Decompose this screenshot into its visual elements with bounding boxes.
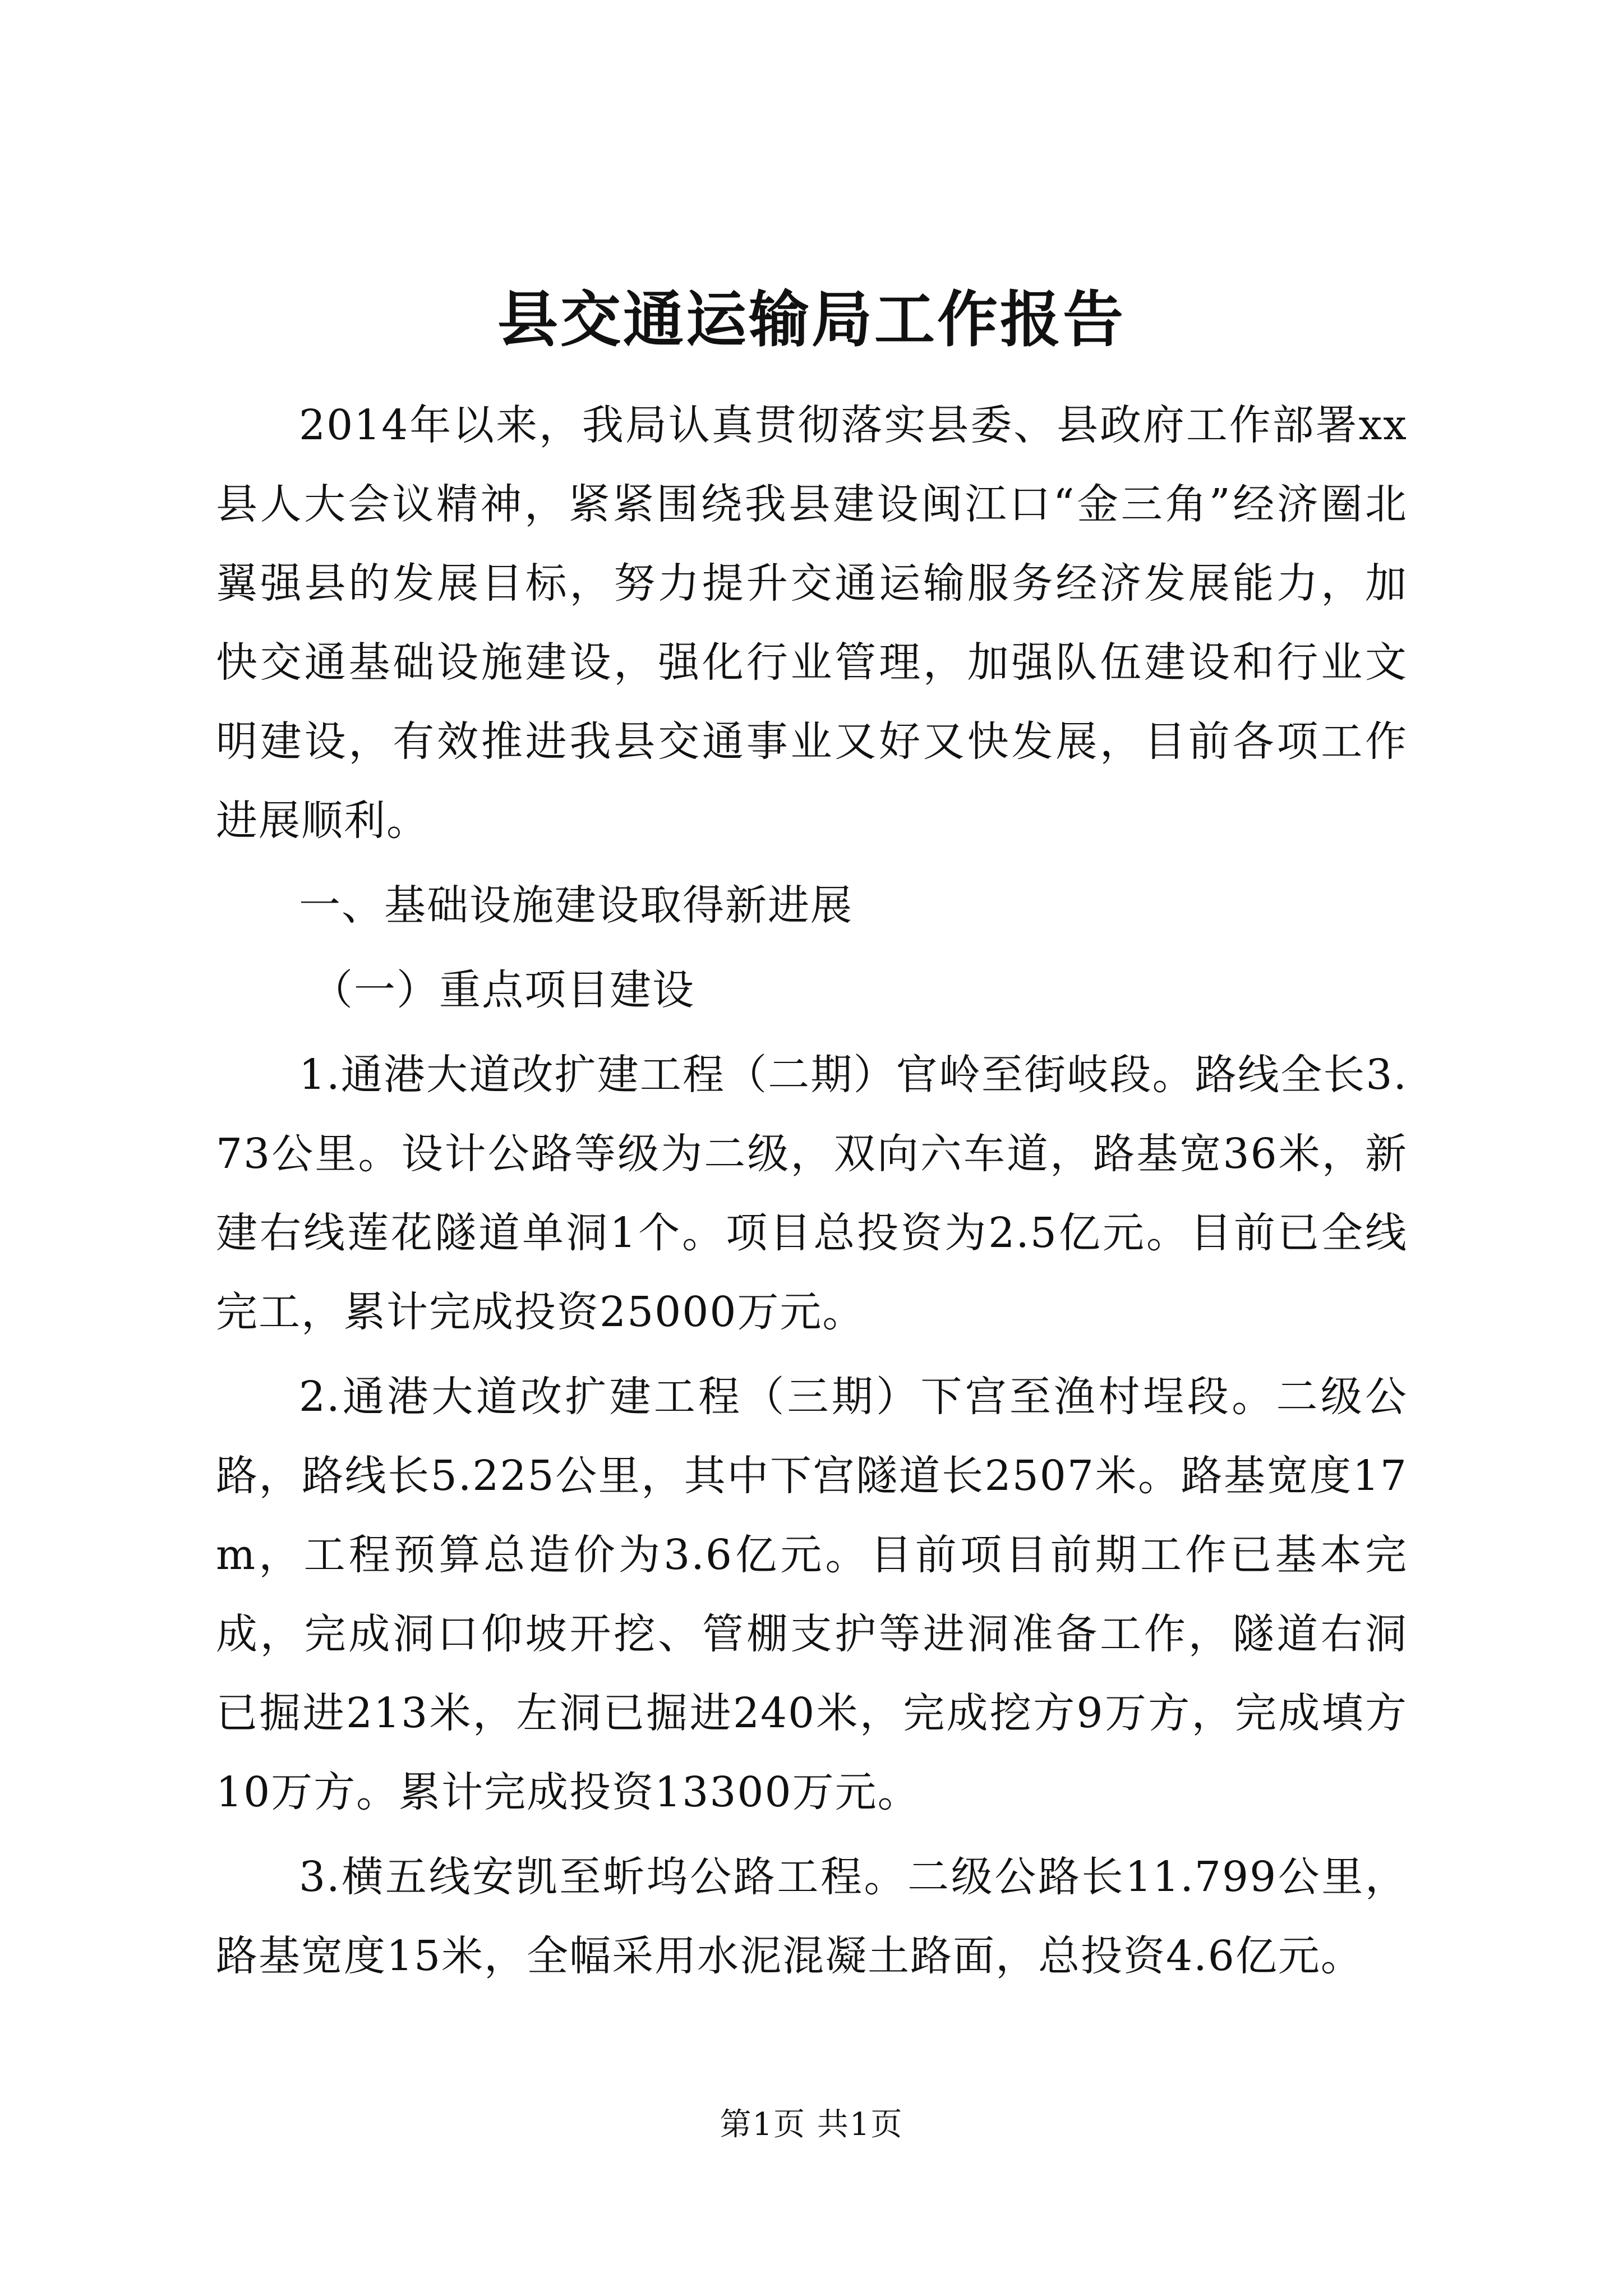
- project-paragraph-3: 3.横五线安凯至蚚坞公路工程。二级公路长11.799公里，路基宽度15米，全幅采用水泥混凝土路面，总投资4.6亿元。: [216, 1853, 1408, 1980]
- page-footer: 第1页 共1页: [720, 2106, 903, 2143]
- document-title: 县交通运输局工作报告: [497, 284, 1126, 355]
- section-heading-1: 一、基础设施建设取得新进展: [299, 881, 853, 930]
- project-paragraph-1: 1.通港大道改扩建工程（二期）官岭至街岐段。路线全长3.73公里。设计公路等级为二级，双向六车道，路基宽36米，新建右线莲花隧道单洞1个。项目总投资为2.5亿元。目前已全线完工，累计完成投资25000万元。: [216, 1051, 1408, 1336]
- project-paragraph-2: 2.通港大道改扩建工程（三期）下宫至渔村埕段。二级公路，路线长5.225公里，其中下宫隧道长2507米。路基宽度17m，工程预算总造价为3.6亿元。目前项目前期工作已基本完成，完成洞口仰坡开挖、管棚支护等进洞准备工作，隧道右洞已掘进213米，左洞已掘进240米，完成挖方9万方，完成填方10万方。累计完成投资13300万元。: [216, 1373, 1408, 1816]
- intro-paragraph: 2014年以来，我局认真贯彻落实县委、县政府工作部署xx县人大会议精神，紧紧围绕我县建设闽江口“金三角”经济圈北翼强县的发展目标，努力提升交通运输服务经济发展能力，加快交通基础设施建设，强化行业管理，加强队伍建设和行业文明建设，有效推进我县交通事业又好又快发展，目前各项工作进展顺利。: [216, 401, 1408, 845]
- document-body: [216, 386, 1408, 1996]
- subsection-heading-1: （一）重点项目建设: [311, 966, 695, 1014]
